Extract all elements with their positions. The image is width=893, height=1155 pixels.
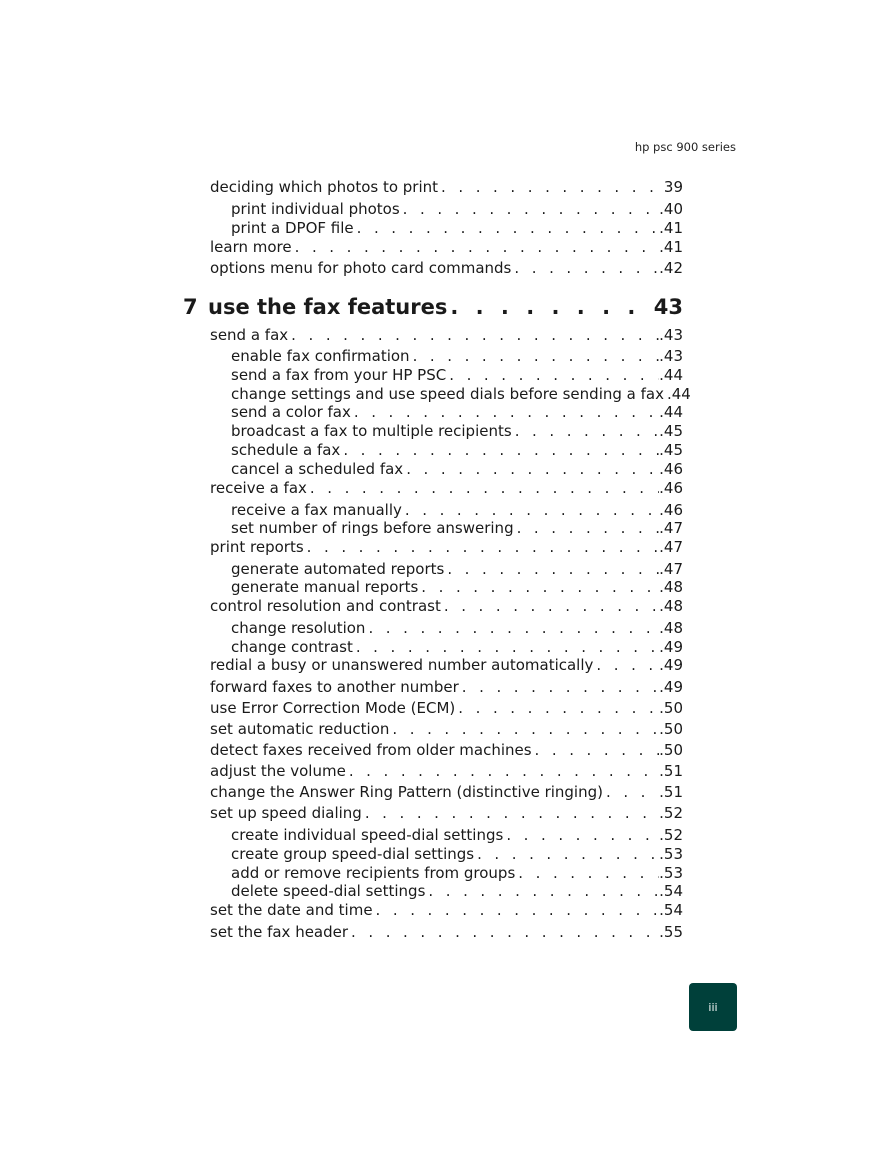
toc-entry-label: change contrast <box>231 638 353 656</box>
toc-entry-page: .46 <box>659 501 683 519</box>
toc-leader-dots <box>365 806 659 821</box>
toc-entry-set-number-of-rings[interactable] <box>0 521 683 536</box>
toc-entry-label: change settings and use speed dials before sending a fax <box>231 385 664 403</box>
toc-entry-page: .46 <box>659 460 683 478</box>
toc-leader-dots <box>310 481 659 496</box>
toc-leader-dots <box>449 368 659 383</box>
toc-entry-page: .48 <box>659 619 683 637</box>
toc-leader-dots <box>291 328 659 343</box>
toc-leader-dots <box>462 680 659 695</box>
toc-leader-dots <box>354 405 659 420</box>
toc-entry-label: create group speed-dial settings <box>231 845 475 863</box>
toc-entry-individual-speed-dial[interactable] <box>0 828 683 843</box>
toc-entry-label: detect faxes received from older machines <box>210 741 532 759</box>
toc-entry-send-a-fax[interactable] <box>0 328 683 343</box>
toc-entry-control-resolution-contrast[interactable] <box>0 599 683 614</box>
toc-entry-print-reports[interactable] <box>0 540 683 555</box>
toc-entry-answer-ring-pattern[interactable] <box>0 785 683 800</box>
toc-entry-page: .51 <box>659 783 683 801</box>
chapter-number: 7 <box>183 295 198 319</box>
toc-entry-generate-automated-reports[interactable] <box>0 562 683 577</box>
toc-entry-receive-fax[interactable] <box>0 481 683 496</box>
toc-entry-adjust-volume[interactable] <box>0 764 683 779</box>
toc-entry-label: print a DPOF file <box>231 219 354 237</box>
toc-entry-error-correction-mode[interactable] <box>0 701 683 716</box>
toc-entry-learn-more[interactable] <box>0 240 683 255</box>
toc-entry-page: .41 <box>659 238 683 256</box>
chapter-page: 43 <box>653 295 683 319</box>
toc-entry-page: .45 <box>659 441 683 459</box>
toc-leader-dots <box>376 903 660 918</box>
toc-entry-enable-fax-confirmation[interactable] <box>0 349 683 364</box>
toc-entry-page: .45 <box>659 422 683 440</box>
toc-leader-dots <box>392 722 659 737</box>
toc-leader-dots <box>450 297 653 318</box>
toc-entry-label: change the Answer Ring Pattern (distinctive ringing) <box>210 783 603 801</box>
toc-entry-options-menu[interactable] <box>0 261 683 276</box>
toc-entry-page: .44 <box>659 403 683 421</box>
toc-entry-label: schedule a fax <box>231 441 341 459</box>
toc-entry-page: .43 <box>659 347 683 365</box>
toc-leader-dots <box>506 828 659 843</box>
toc-entry-label: set number of rings before answering <box>231 519 514 537</box>
toc-leader-dots <box>458 701 659 716</box>
toc-entry-deciding-photos[interactable] <box>0 180 683 195</box>
toc-leader-dots <box>357 221 660 236</box>
toc-leader-dots <box>517 521 660 536</box>
toc-leader-dots <box>406 462 659 477</box>
toc-entry-date-and-time[interactable] <box>0 903 683 918</box>
toc-leader-dots <box>515 424 659 439</box>
toc-entry-page: .41 <box>659 219 683 237</box>
toc-entry-label: broadcast a fax to multiple recipients <box>231 422 512 440</box>
toc-entry-page: .53 <box>659 864 683 882</box>
toc-entry-page: .54 <box>659 901 683 919</box>
toc-leader-dots <box>421 580 659 595</box>
toc-leader-dots <box>405 503 659 518</box>
toc-entry-label: cancel a scheduled fax <box>231 460 404 478</box>
toc-entry-broadcast-fax[interactable] <box>0 424 683 439</box>
toc-entry-receive-fax-manually[interactable] <box>0 503 683 518</box>
toc-leader-dots <box>403 202 659 217</box>
toc-entry-label: create individual speed-dial settings <box>231 826 504 844</box>
toc-leader-dots <box>447 562 659 577</box>
toc-leader-dots <box>514 261 659 276</box>
toc-entry-label: set the fax header <box>210 923 349 941</box>
toc-entry-page: .47 <box>659 560 683 578</box>
toc-leader-dots <box>441 180 664 195</box>
toc-leader-dots <box>356 640 659 655</box>
toc-entry-set-up-speed-dialing[interactable] <box>0 806 683 821</box>
toc-entry-page: .50 <box>659 699 683 717</box>
toc-leader-dots <box>428 884 659 899</box>
toc-leader-dots <box>413 349 660 364</box>
toc-entry-send-color-fax[interactable] <box>0 405 683 420</box>
toc-entry-page: .51 <box>659 762 683 780</box>
toc-entry-label: use Error Correction Mode (ECM) <box>210 699 456 717</box>
toc-entry-forward-faxes[interactable] <box>0 680 683 695</box>
toc-leader-dots <box>295 240 660 255</box>
toc-entry-label: send a fax <box>210 326 289 344</box>
toc-entry-page: .47 <box>659 538 683 556</box>
toc-entry-label: generate automated reports <box>231 560 445 578</box>
toc-entry-page: .47 <box>659 519 683 537</box>
page-number-badge <box>689 983 737 1031</box>
toc-entry-page: .50 <box>659 720 683 738</box>
toc-entry-label: learn more <box>210 238 292 256</box>
toc-entry-page: .53 <box>659 845 683 863</box>
toc-entry-page: .49 <box>659 678 683 696</box>
toc-entry-label: enable fax confirmation <box>231 347 410 365</box>
toc-leader-dots <box>444 599 659 614</box>
toc-entry-page: .52 <box>659 804 683 822</box>
toc-leader-dots <box>351 925 659 940</box>
toc-leader-dots <box>343 443 659 458</box>
toc-entry-automatic-reduction[interactable] <box>0 722 683 737</box>
toc-entry-detect-older-machines[interactable] <box>0 743 683 758</box>
toc-entry-page: .46 <box>659 479 683 497</box>
toc-entry-page: .48 <box>659 578 683 596</box>
toc-entry-label: control resolution and contrast <box>210 597 441 615</box>
toc-leader-dots <box>535 743 660 758</box>
toc-entry-label: print individual photos <box>231 200 400 218</box>
toc-entry-label: receive a fax manually <box>231 501 402 519</box>
toc-entry-page: .49 <box>659 638 683 656</box>
toc-entry-label: forward faxes to another number <box>210 678 459 696</box>
toc-leader-dots <box>307 540 660 555</box>
toc-entry-label: delete speed-dial settings <box>231 882 426 900</box>
toc-entry-page: .40 <box>659 200 683 218</box>
toc-entry-label: set up speed dialing <box>210 804 362 822</box>
toc-entry-page: .43 <box>659 326 683 344</box>
toc-entry-label: change resolution <box>231 619 366 637</box>
toc-entry-page: .49 <box>659 656 683 674</box>
running-header: hp psc 900 series <box>634 140 736 154</box>
toc-entry-page: .54 <box>659 882 683 900</box>
toc-entry-change-resolution[interactable] <box>0 621 683 636</box>
toc-entry-change-settings-speed-dials[interactable] <box>0 385 691 403</box>
toc-leader-dots <box>596 658 659 673</box>
toc-entry-label: redial a busy or unanswered number automatically <box>210 656 594 674</box>
toc-entry-label: send a fax from your HP PSC <box>231 366 447 384</box>
toc-entry-group-speed-dial[interactable] <box>0 847 683 862</box>
chapter-title: use the fax features <box>208 295 448 319</box>
toc-leader-dots <box>349 764 659 779</box>
toc-entry-label: send a color fax <box>231 403 351 421</box>
toc-entry-label: deciding which photos to print <box>210 178 439 196</box>
toc-entry-page: .44 <box>659 366 683 384</box>
toc-entry-label: generate manual reports <box>231 578 419 596</box>
toc-entry-fax-header[interactable] <box>0 925 683 940</box>
toc-entry-redial[interactable] <box>0 658 683 673</box>
toc-entry-label: add or remove recipients from groups <box>231 864 516 882</box>
toc-entry-page: .52 <box>659 826 683 844</box>
toc-entry-send-fax-hp-psc[interactable] <box>0 368 683 383</box>
page-number: iii <box>708 1000 718 1014</box>
toc-entry-add-remove-recipients[interactable] <box>0 866 683 881</box>
toc-entry-page: .55 <box>659 923 683 941</box>
toc-entry-page: 39 <box>663 178 683 196</box>
toc-entry-generate-manual-reports[interactable] <box>0 580 683 595</box>
toc-entry-cancel-scheduled-fax[interactable] <box>0 462 683 477</box>
toc-leader-dots <box>368 621 659 636</box>
toc-entry-label: receive a fax <box>210 479 307 497</box>
toc-entry-label: options menu for photo card commands <box>210 259 512 277</box>
toc-entry-page: .48 <box>659 597 683 615</box>
toc-leader-dots <box>606 785 659 800</box>
toc-leader-dots <box>518 866 659 881</box>
toc-entry-label: set automatic reduction <box>210 720 390 738</box>
toc-entry-page: .50 <box>659 741 683 759</box>
toc-entry-print-dpof[interactable] <box>0 221 683 236</box>
toc-entry-label: print reports <box>210 538 304 556</box>
toc-entry-label: set the date and time <box>210 901 373 919</box>
toc-entry-page: .44 <box>666 385 691 403</box>
toc-chapter-heading[interactable] <box>0 297 683 318</box>
toc-entry-page: .42 <box>659 259 683 277</box>
toc-entry-print-individual-photos[interactable] <box>0 202 683 217</box>
toc-entry-label: adjust the volume <box>210 762 346 780</box>
toc-entry-schedule-fax[interactable] <box>0 443 683 458</box>
toc-leader-dots <box>477 847 659 862</box>
toc-entry-delete-speed-dial[interactable] <box>0 884 683 899</box>
toc-entry-change-contrast[interactable] <box>0 640 683 655</box>
